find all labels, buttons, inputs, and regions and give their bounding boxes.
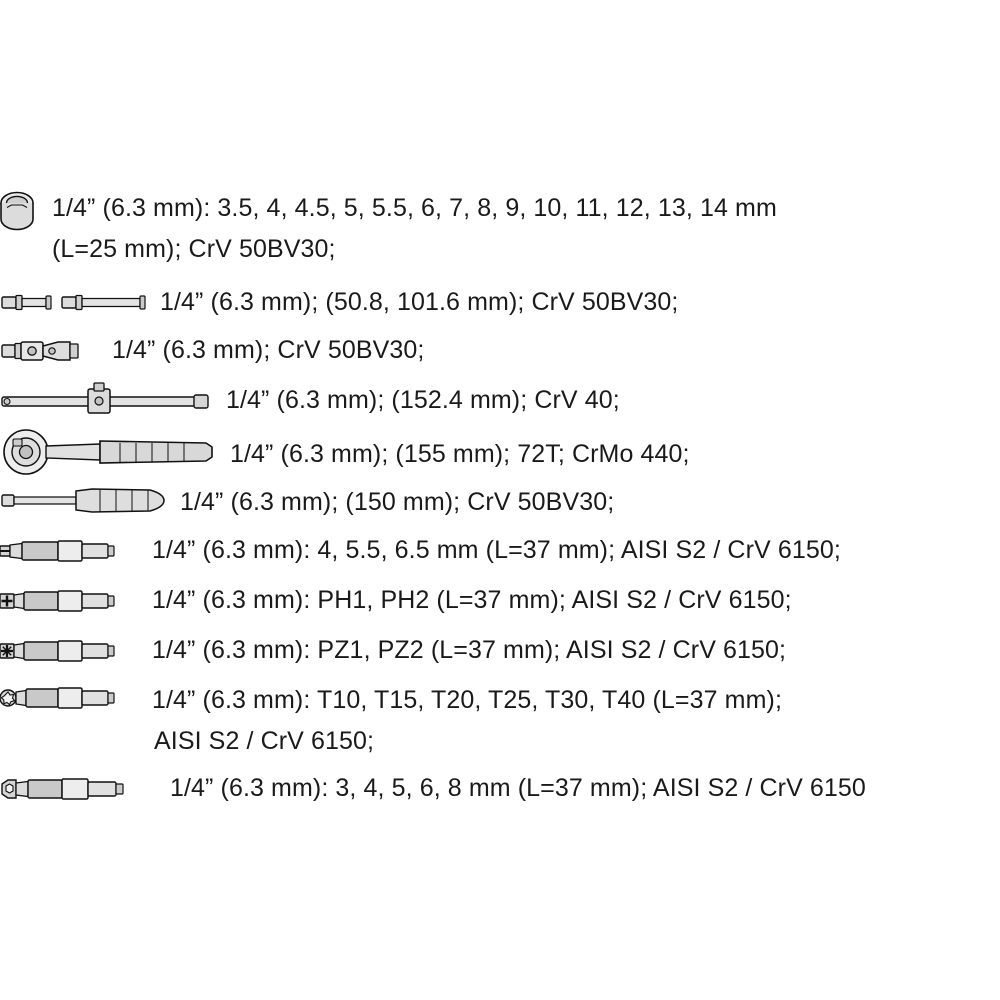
list-item: [0, 678, 1000, 762]
list-item-line1: 1/4” (6.3 mm); (155 mm); 72T; CrMo 440;: [230, 440, 690, 468]
list-item-line2: (L=25 mm); CrV 50BV30;: [52, 235, 336, 263]
list-item-line1: 1/4” (6.3 mm): 3.5, 4, 4.5, 5, 5.5, 6, 7, 8, 9, 10, 11, 12, 13, 14 mm: [52, 194, 777, 222]
list-item-text: [142, 578, 1000, 620]
list-item-text: [142, 678, 1000, 762]
list-item: [0, 428, 1000, 474]
list-item-line1: 1/4” (6.3 mm): 3, 4, 5, 6, 8 mm (L=37 mm); AISI S2 / CrV 6150: [170, 774, 866, 802]
list-item: [0, 328, 1000, 374]
ratchet-handle-icon: [0, 428, 222, 474]
list-item-line1: 1/4” (6.3 mm): PH1, PH2 (L=37 mm); AISI S2 / CrV 6150;: [152, 586, 792, 614]
list-item: [0, 180, 1000, 270]
tool-spec-list: [0, 180, 1000, 816]
hex-bit-icon: [0, 766, 160, 812]
pozidriv-bit-icon: [0, 628, 142, 674]
extension-bar-icon: [0, 278, 152, 324]
list-item-line1: 1/4” (6.3 mm); (152.4 mm); CrV 40;: [226, 386, 620, 414]
socket-icon: [0, 180, 44, 236]
list-item-line1: 1/4” (6.3 mm): PZ1, PZ2 (L=37 mm); AISI S2 / CrV 6150;: [152, 636, 787, 664]
list-item-text: [218, 378, 1000, 420]
list-item-line1: 1/4” (6.3 mm); (50.8, 101.6 mm); CrV 50BV30;: [160, 288, 679, 316]
list-item-line1: 1/4” (6.3 mm); CrV 50BV30;: [112, 336, 425, 364]
list-item-text: [104, 328, 1000, 370]
list-item: [0, 578, 1000, 624]
screwdriver-handle-icon: [0, 478, 172, 524]
list-item: [0, 766, 1000, 812]
list-item-text: [142, 528, 1000, 570]
list-item-text: [222, 428, 1000, 474]
list-item: [0, 628, 1000, 674]
list-item-text: [160, 766, 1000, 808]
list-item-text: [152, 278, 1000, 322]
list-item-line1: 1/4” (6.3 mm); (150 mm); CrV 50BV30;: [180, 488, 615, 516]
list-item: [0, 378, 1000, 424]
list-item-text: [172, 478, 1000, 522]
torx-bit-icon: [0, 678, 142, 730]
phillips-bit-icon: [0, 578, 142, 624]
list-item-text: [142, 628, 1000, 670]
list-item-line2: AISI S2 / CrV 6150;: [154, 727, 375, 755]
list-item-line1: 1/4” (6.3 mm): T10, T15, T20, T25, T30, T40 (L=37 mm);: [152, 686, 782, 714]
list-item: [0, 278, 1000, 324]
list-item: [0, 528, 1000, 574]
list-item-text: [44, 180, 1000, 270]
list-item: [0, 478, 1000, 524]
sliding-t-bar-icon: [0, 378, 218, 424]
slotted-bit-icon: [0, 528, 142, 574]
universal-joint-icon: [0, 328, 104, 374]
list-item-line1: 1/4” (6.3 mm): 4, 5.5, 6.5 mm (L=37 mm); AISI S2 / CrV 6150;: [152, 536, 841, 564]
